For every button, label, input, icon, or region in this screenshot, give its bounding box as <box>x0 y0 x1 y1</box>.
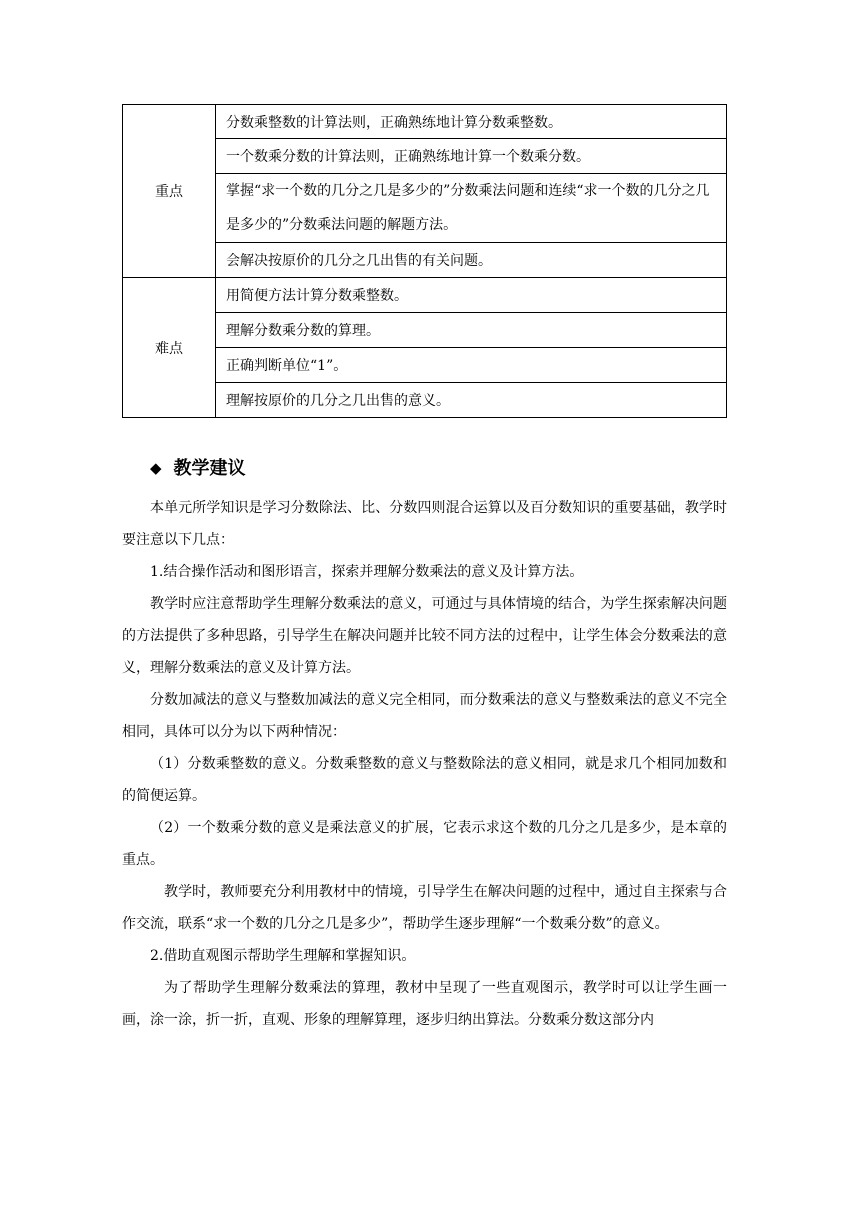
paragraph: 教学时，教师要充分利用教材中的情境，引导学生在解决问题的过程中，通过自主探索与合作交流，联系“求一个数的几分之几是多少”，帮助学生逐步理解“一个数乘分数”的意义。 <box>122 884 727 932</box>
paragraph: 分数加减法的意义与整数加减法的意义完全相同，而分数乘法的意义与整数乘法的意义不完全相同，具体可以分为以下两种情况： <box>122 692 727 740</box>
difficult-point-item: 用简便方法计算分数乘整数。 <box>216 278 727 313</box>
key-point-item: 会解决按原价的几分之几出售的有关问题。 <box>216 243 727 278</box>
key-difficult-points-table <box>122 104 727 418</box>
difficult-points-label: 难点 <box>123 278 216 418</box>
paragraph: （1）分数乘整数的意义。分数乘整数的意义与整数除法的意义相同，就是求几个相同加数和的简便运算。 <box>122 756 727 804</box>
key-points-label: 重点 <box>123 105 216 278</box>
body-text <box>122 492 727 1036</box>
paragraph: 1.结合操作活动和图形语言，探索并理解分数乘法的意义及计算方法。 <box>150 564 584 580</box>
section-title: 教学建议 <box>173 458 246 479</box>
paragraph: （2）一个数乘分数的意义是乘法意义的扩展，它表示求这个数的几分之几是多少，是本章的重点。 <box>122 820 727 868</box>
table-row <box>123 105 727 139</box>
table-row <box>123 278 727 313</box>
difficult-point-item: 理解按原价的几分之几出售的意义。 <box>216 383 727 418</box>
paragraph: 为了帮助学生理解分数乘法的算理，教材中呈现了一些直观图示，教学时可以让学生画一画，涂一涂，折一折，直观、形象的理解算理，逐步归纳出算法。分数乘分数这部分内 <box>122 980 727 1028</box>
difficult-point-item: 理解分数乘分数的算理。 <box>216 313 727 348</box>
paragraph: 2.借助直观图示帮助学生理解和掌握知识。 <box>150 948 416 964</box>
paragraph: 教学时应注意帮助学生理解分数乘法的意义，可通过与具体情境的结合，为学生探索解决问题的方法提供了多种思路，引导学生在解决问题并比较不同方法的过程中，让学生体会分数乘法的意义，理解分数乘法的意义及计算方法。 <box>122 596 727 676</box>
difficult-point-item: 正确判断单位“1”。 <box>216 348 727 383</box>
diamond-bullet-icon: ◆ <box>150 459 162 477</box>
section-heading <box>150 454 246 480</box>
key-point-item: 掌握“求一个数的几分之几是多少的”分数乘法问题和连续“求一个数的几分之几是多少的”分数乘法问题的解题方法。 <box>216 174 727 243</box>
key-point-item: 分数乘整数的计算法则，正确熟练地计算分数乘整数。 <box>216 105 727 139</box>
key-point-item: 一个数乘分数的计算法则，正确熟练地计算一个数乘分数。 <box>216 139 727 174</box>
paragraph: 本单元所学知识是学习分数除法、比、分数四则混合运算以及百分数知识的重要基础，教学时要注意以下几点： <box>122 500 727 548</box>
